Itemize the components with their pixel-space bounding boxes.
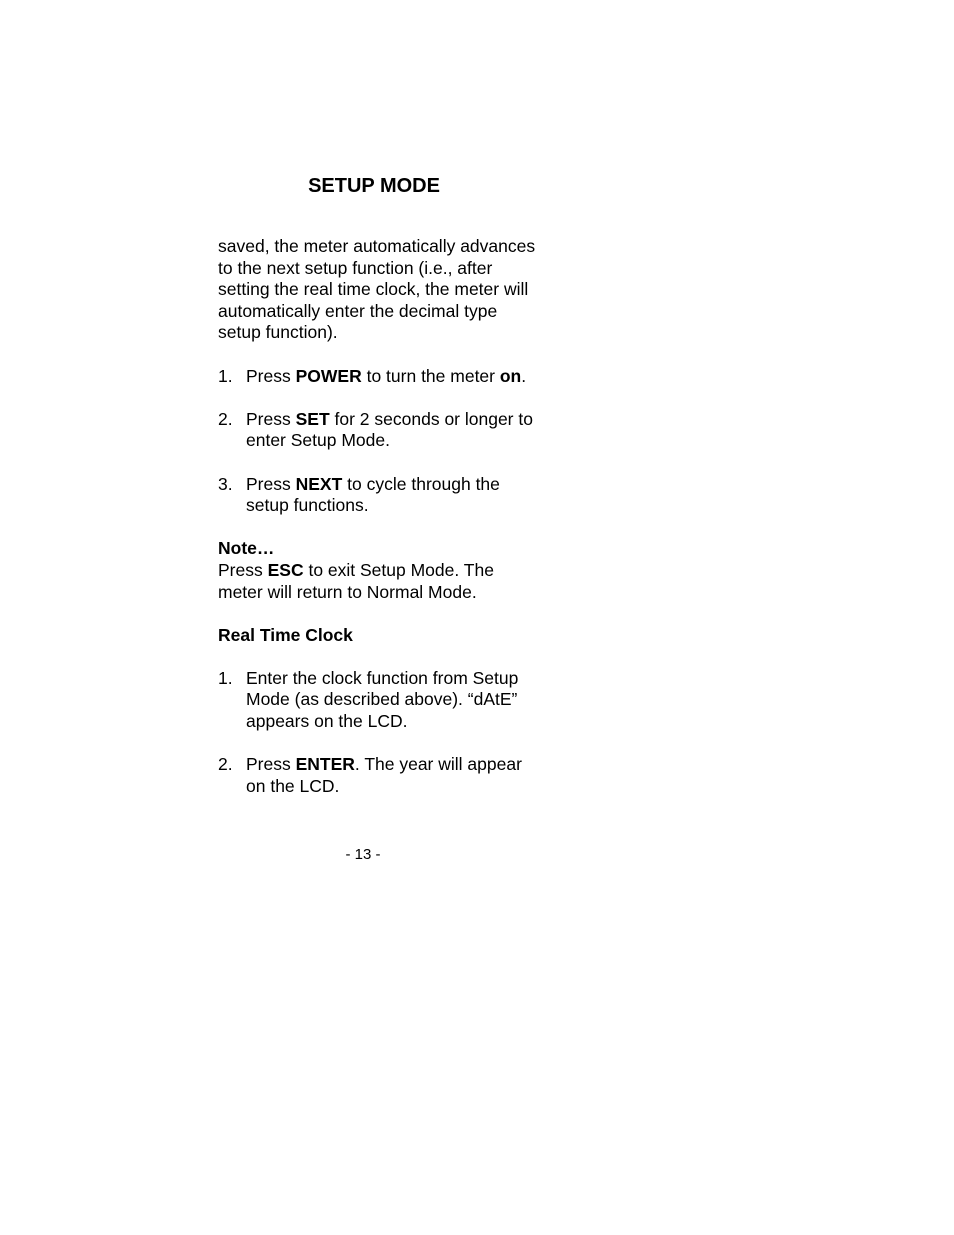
page-title: SETUP MODE [308, 175, 440, 197]
step-text-pre: Press [246, 754, 296, 775]
list-item [218, 668, 538, 733]
step-number: 1. [218, 365, 233, 386]
step-text-pre: Press [246, 473, 296, 494]
step-number: 1. [218, 667, 233, 688]
step-number: 2. [218, 754, 233, 775]
note-heading: Note… [218, 538, 275, 559]
step-number: 3. [218, 473, 233, 494]
step-text-post: . [521, 365, 527, 386]
step-text-mid: to turn the meter [361, 365, 500, 386]
note-key-esc: ESC [267, 559, 304, 580]
step-key-enter: ENTER [295, 754, 355, 775]
intro-paragraph: saved, the meter automatically advances to the next setup function (i.e., after setting the real time clock, the meter will automatically enter the decimal type setup function). [218, 236, 536, 343]
step-text-post: to cycle through the setup functions. [246, 473, 500, 516]
list-item [218, 409, 538, 452]
step-text: Enter the clock function from Setup Mode (as described above). “dAtE” appears on the LCD. [246, 667, 519, 732]
setup-steps-list [218, 366, 538, 517]
note-block [218, 538, 538, 603]
note-text [218, 560, 538, 603]
list-item [218, 474, 538, 517]
step-text-pre: Press [246, 365, 296, 386]
step-text-post: for 2 seconds or longer to enter Setup Mode. [246, 408, 533, 451]
list-item [218, 754, 538, 797]
step-key-on: on [499, 365, 522, 386]
step-key-next: NEXT [295, 473, 343, 494]
list-item [218, 366, 538, 388]
note-text-post: to exit Setup Mode. The meter will return to Normal Mode. [218, 559, 494, 602]
step-number: 2. [218, 408, 233, 429]
note-text-pre: Press [218, 559, 268, 580]
step-key-power: POWER [295, 365, 362, 386]
step-text-pre: Press [246, 408, 296, 429]
section-heading-real-time-clock: Real Time Clock [218, 624, 353, 645]
page-number: - 13 - [345, 846, 381, 863]
clock-steps-list [218, 668, 538, 798]
step-text-post: . The year will appear on the LCD. [246, 754, 522, 796]
step-key-set: SET [295, 408, 330, 429]
page-content [218, 236, 538, 797]
